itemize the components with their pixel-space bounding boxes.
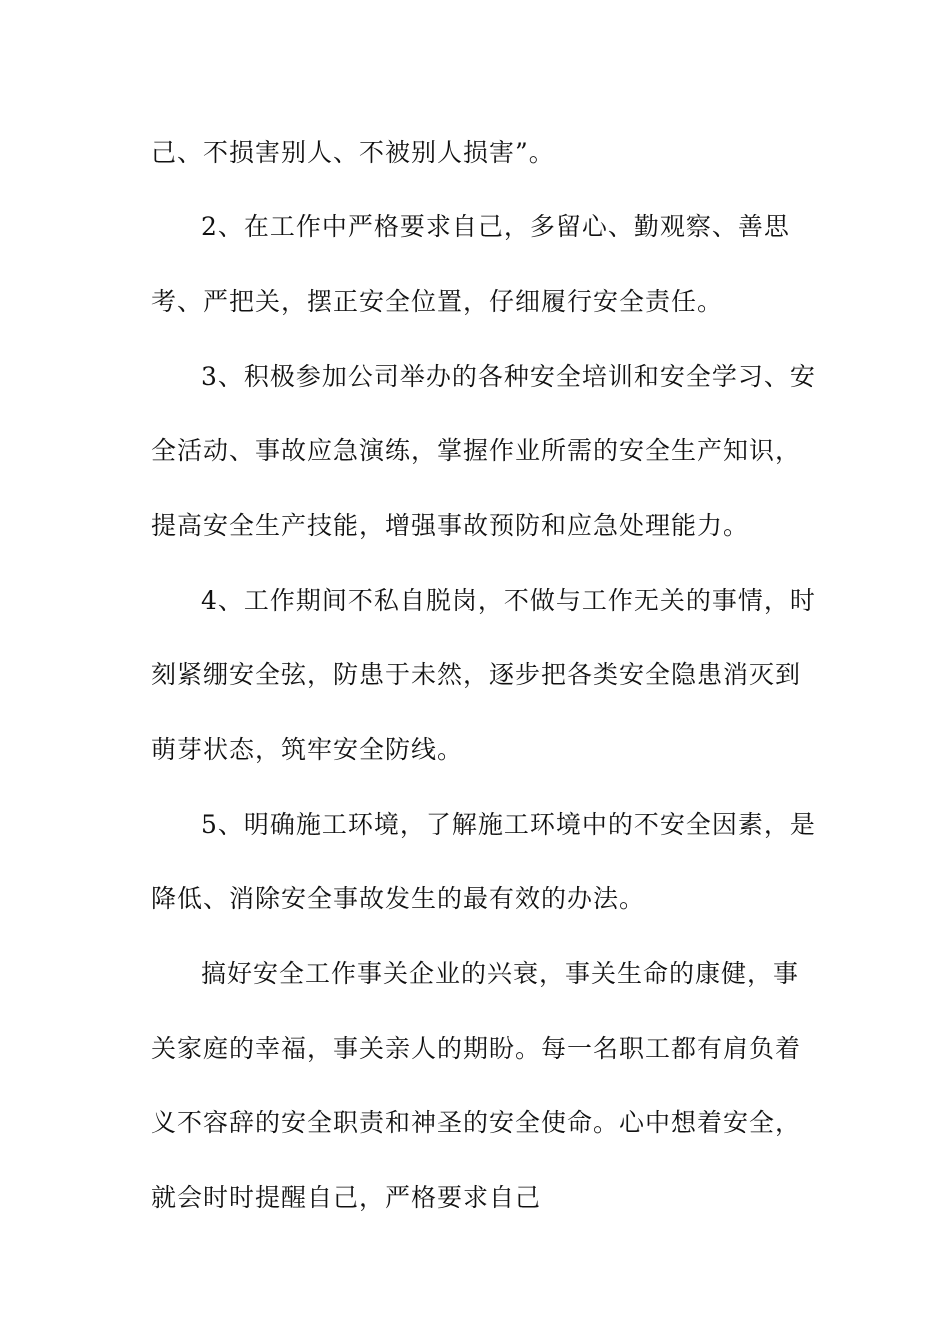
text-line: 4、工作期间不私自脱岗，不做与工作无关的事情，时 xyxy=(201,586,816,615)
text-line: 全活动、事故应急演练，掌握作业所需的安全生产知识， xyxy=(151,436,802,465)
text-line: 己、不损害别人、不被别人损害”。 xyxy=(151,138,555,167)
text-line: 降低、消除安全事故发生的最有效的办法。 xyxy=(151,884,646,913)
text-line: 考、严把关，摆正安全位置，仔细履行安全责任。 xyxy=(151,287,724,316)
text-line: 3、积极参加公司举办的各种安全培训和安全学习、安 xyxy=(201,362,816,391)
text-line: 2、在工作中严格要求自己，多留心、勤观察、善思 xyxy=(201,212,790,241)
text-line: 萌芽状态，筑牢安全防线。 xyxy=(151,735,464,764)
text-line: 关家庭的幸福，事关亲人的期盼。每一名职工都有肩负着 xyxy=(151,1034,802,1063)
text-line: 5、明确施工环境，了解施工环境中的不安全因素，是 xyxy=(201,810,816,839)
text-line: 义不容辞的安全职责和神圣的安全使命。心中想着安全， xyxy=(151,1108,802,1137)
text-line: 就会时时提醒自己，严格要求自己 xyxy=(151,1183,542,1212)
text-line: 刻紧绷安全弦，防患于未然，逐步把各类安全隐患消灭到 xyxy=(151,660,802,689)
text-line: 搞好安全工作事关企业的兴衰，事关生命的康健，事 xyxy=(201,959,800,988)
text-line: 提高安全生产技能，增强事故预防和应急处理能力。 xyxy=(151,511,750,540)
